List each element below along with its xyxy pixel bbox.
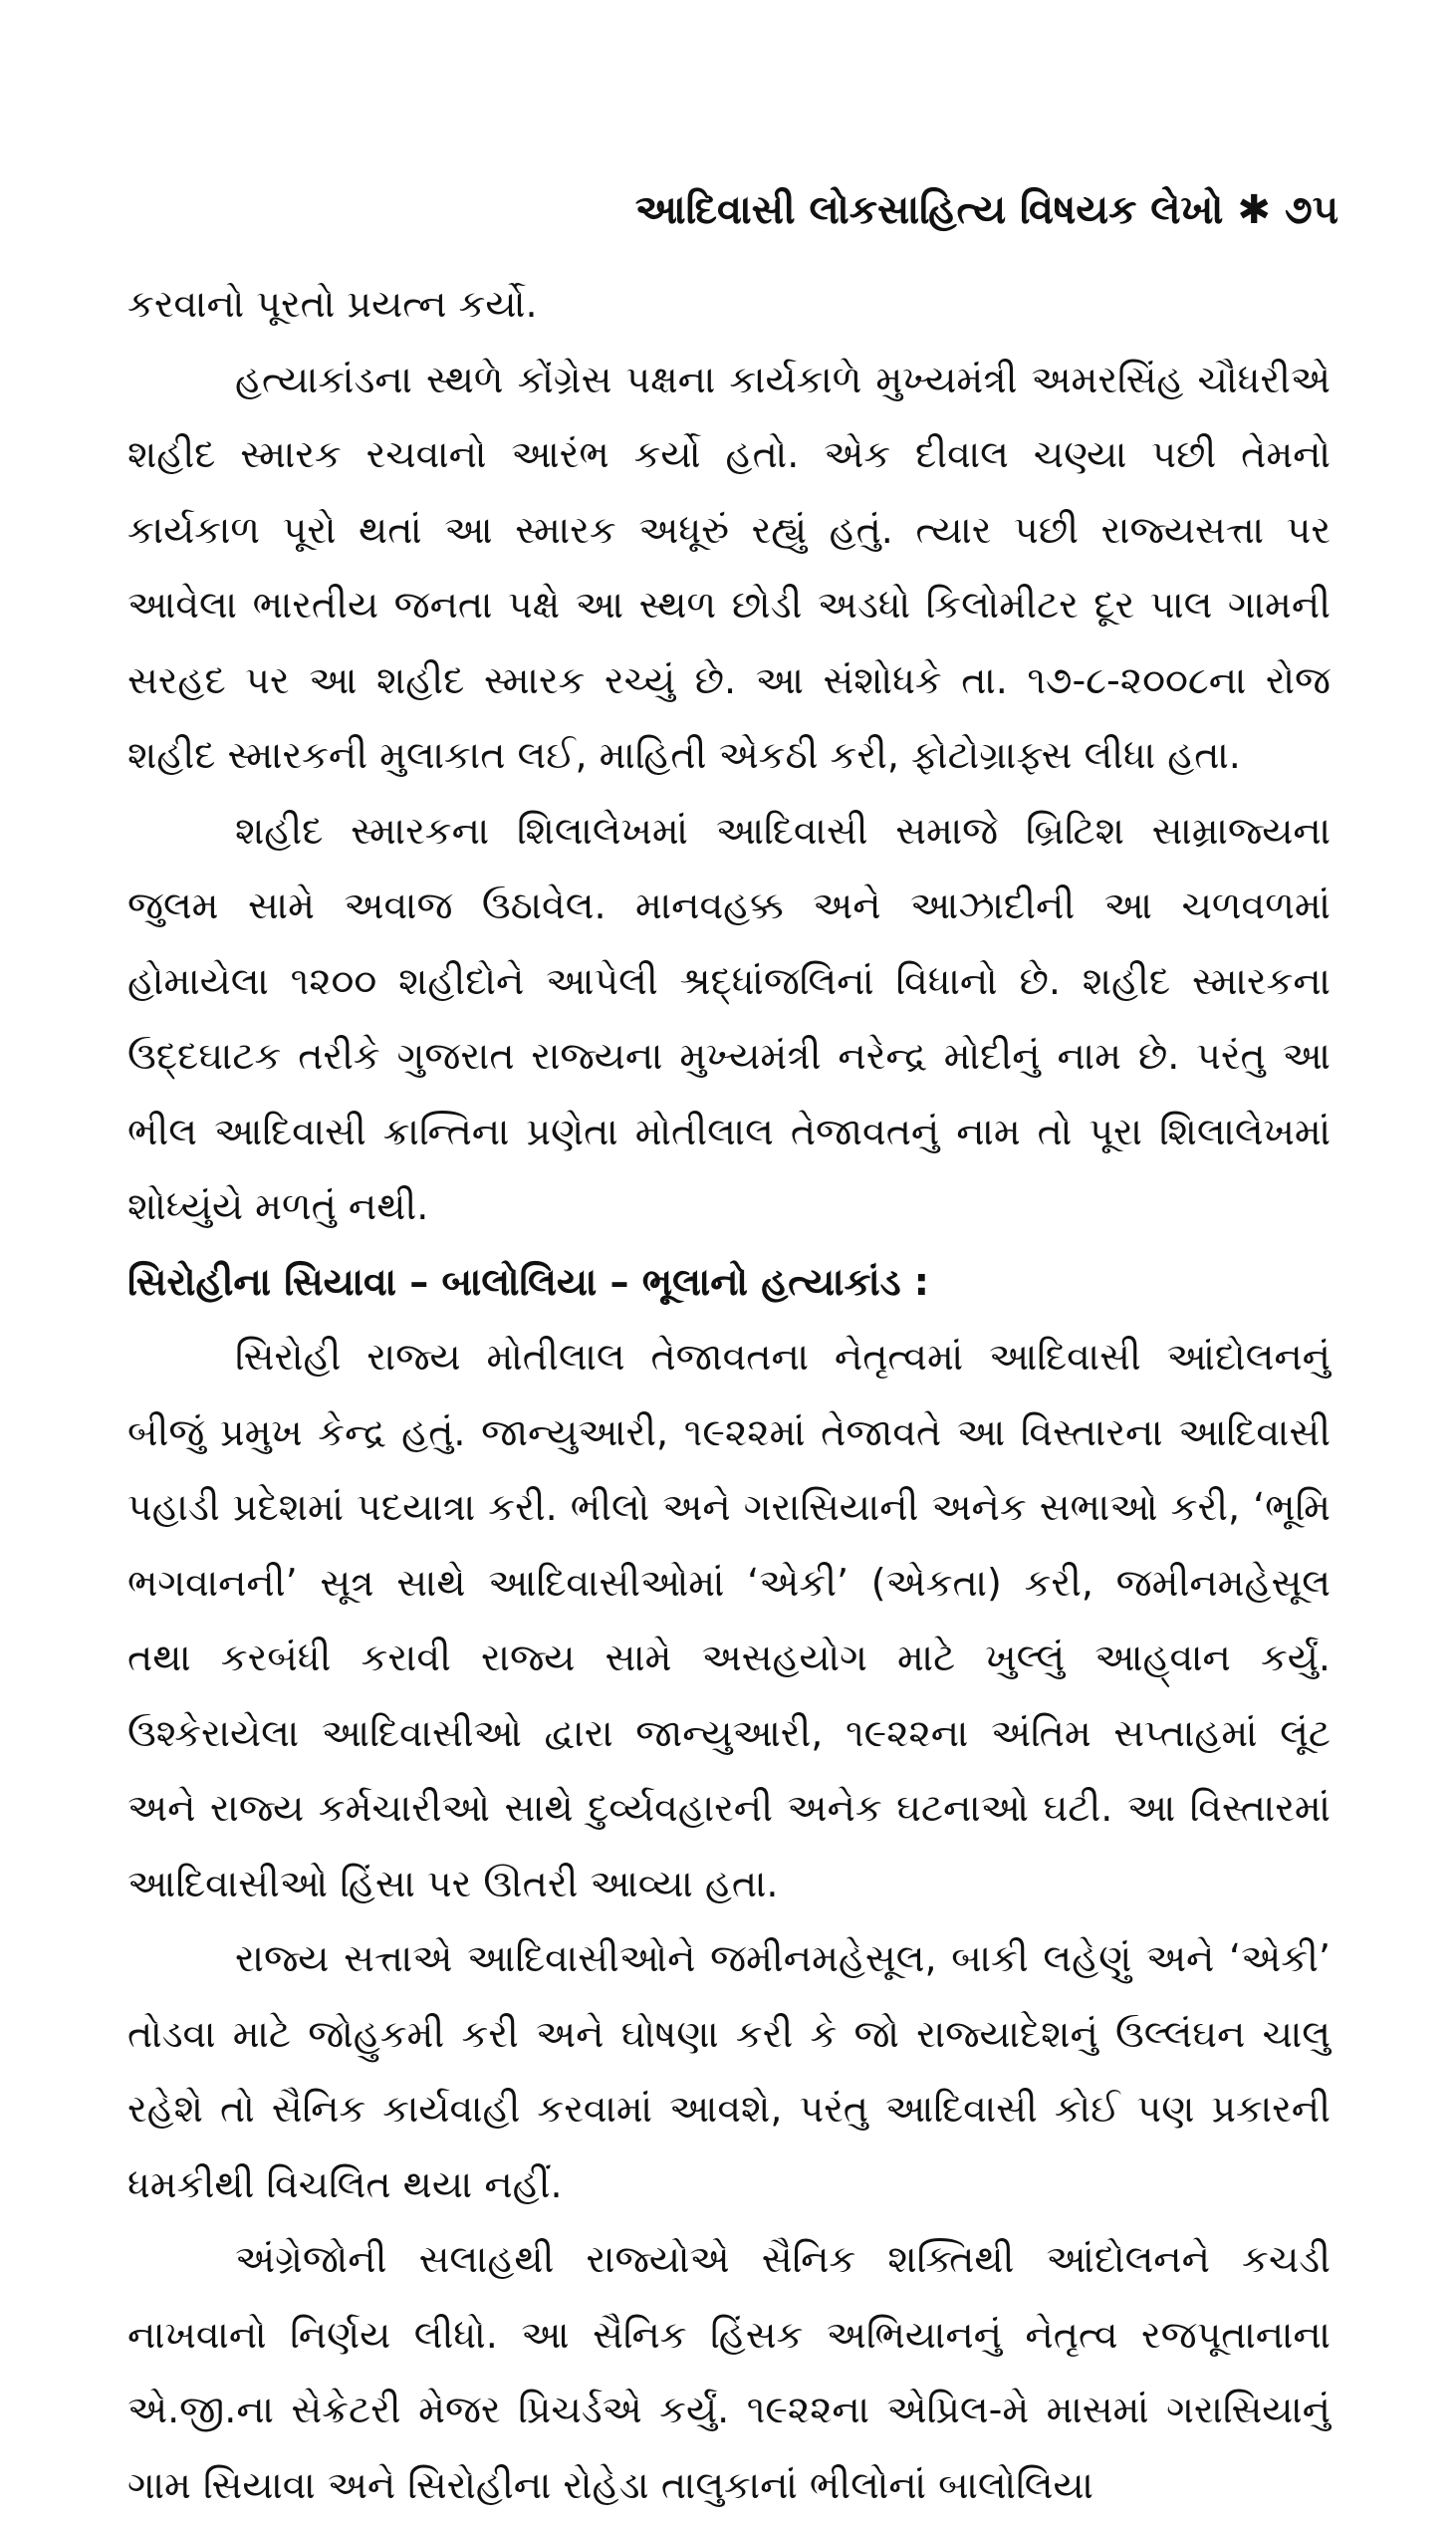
paragraph-military-campaign: અંગ્રેજોની સલાહથી રાજ્યોએ સૈનિક શક્તિથી આંદોલનને કચડી નાખવાનો નિર્ણય લીધો. આ સૈનિક હિંસક અભિયાનનું નેતૃત્વ રજપૂતાનાના એ.જી.ના સેક્રેટરી મેજર પ્રિચર્ડએ કર્યું. ૧૯૨૨ના એપ્રિલ-મે માસમાં ગરાસિયાનું ગામ સિયાવા અને સિરોહીના રોહેડા તાલુકાનાં ભીલોનાં બાલોલિયા bbox=[127, 2237, 1331, 2507]
header-title: આદિવાસી લોકસાહિત્ય વિષયક લેખો bbox=[634, 187, 1224, 233]
paragraph-continuation: કરવાનો પૂરતો પ્રયત્ન કર્યો. bbox=[127, 282, 538, 326]
paragraph-memorial-construction: હત્યાકાંડના સ્થળે કોંગ્રેસ પક્ષના કાર્યકાળે મુખ્યમંત્રી અમરસિંહ ચૌધરીએ શહીદ સ્મારક રચવાનો આરંભ કર્યો હતો. એક દીવાલ ચણ્યા પછી તેમનો કાર્યકાળ પૂરો થતાં આ સ્મારક અધૂરું રહ્યું હતું. ત્યાર પછી રાજ્યસત્તા પર આવેલા ભારતીય જનતા પક્ષે આ સ્થળ છોડી અડધો કિલોમીટર દૂર પાલ ગામની સરહદ પર આ શહીદ સ્મારક રચ્યું છે. આ સંશોધકે તા. ૧૭-૮-૨૦૦૮ના રોજ શહીદ સ્મારકની મુલાકાત લઈ, માહિતી એકઠી કરી, ફોટોગ્રાફ્સ લીધા હતા. bbox=[127, 357, 1331, 777]
paragraph-inscription: શહીદ સ્મારકના શિલાલેખમાં આદિવાસી સમાજે બ્રિટિશ સામ્રાજ્યના જુલમ સામે અવાજ ઉઠાવેલ. માનવહક્ક અને આઝાદીની આ ચળવળમાં હોમાયેલા ૧૨૦૦ શહીદોને આપેલી શ્રદ્ધાંજલિનાં વિધાનો છે. શહીદ સ્મારકના ઉદ્દઘાટક તરીકે ગુજરાત રાજ્યના મુખ્યમંત્રી નરેન્દ્ર મોદીનું નામ છે. પરંતુ આ ભીલ આદિવાસી ક્રાન્તિના પ્રણેતા મોતીલાલ તેજાવતનું નામ તો પૂરા શિલાલેખમાં શોધ્યુંયે મળતું નથી. bbox=[127, 808, 1331, 1228]
paragraph-sirohi-movement: સિરોહી રાજ્ય મોતીલાલ તેજાવતના નેતૃત્વમાં આદિવાસી આંદોલનનું બીજું પ્રમુખ કેન્દ્ર હતું. જાન્યુઆરી, ૧૯૨૨માં તેજાવતે આ વિસ્તારના આદિવાસી પહાડી પ્રદેશમાં પદયાત્રા કરી. ભીલો અને ગરાસિયાની અનેક સભાઓ કરી, ‘ભૂમિ ભગવાનની’ સૂત્ર સાથે આદિવાસીઓમાં ‘એકી’ (એકતા) કરી, જમીનમહેસૂલ તથા કરબંધી કરાવી રાજ્ય સામે અસહયોગ માટે ખુલ્લું આહ્‌વાન કર્યું. ઉશ્કેરાયેલા આદિવાસીઓ દ્વારા જાન્યુઆરી, ૧૯૨૨ના અંતિમ સપ્તાહમાં લૂંટ અને રાજ્ય કર્મચારીઓ સાથે દુર્વ્યવહારની અનેક ઘટનાઓ ઘટી. આ વિસ્તારમાં આદિવાસીઓ હિંસા પર ઊતરી આવ્યા હતા. bbox=[127, 1335, 1331, 1905]
page-number: ૭૫ bbox=[1284, 187, 1338, 233]
body-text bbox=[127, 267, 1331, 2523]
running-header bbox=[635, 187, 1338, 233]
paragraph-state-response: રાજ્ય સત્તાએ આદિવાસીઓને જમીનમહેસૂલ, બાકી લહેણું અને ‘એકી’ તોડવા માટે જોહુકમી કરી અને ઘોષણા કરી કે જો રાજ્યાદેશનું ઉલ્લંઘન ચાલુ રહેશે તો સૈનિક કાર્યવાહી કરવામાં આવશે, પરંતુ આદિવાસી કોઈ પણ પ્રકારની ધમકીથી વિચલિત થયા નહીં. bbox=[127, 1936, 1331, 2206]
section-heading: સિરોહીના સિયાવા – બાલોલિયા – ભૂલાનો હત્યાકાંડ : bbox=[127, 1259, 929, 1304]
asterisk-separator-icon: ✱ bbox=[1237, 187, 1271, 233]
